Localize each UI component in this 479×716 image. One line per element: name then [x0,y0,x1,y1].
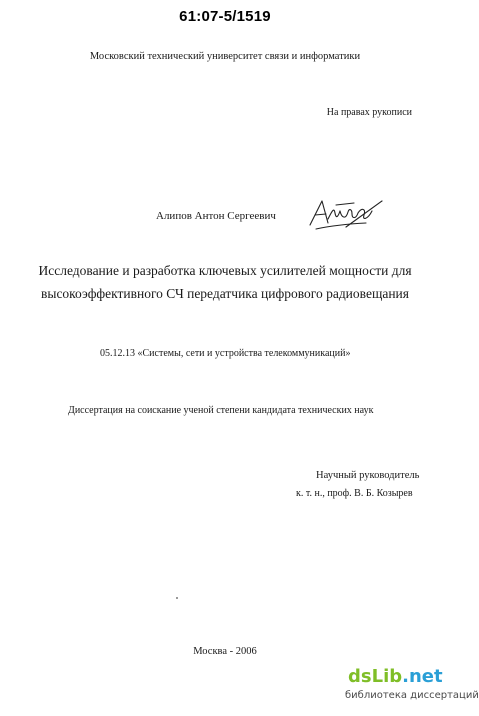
dslib-watermark-logo [348,665,444,689]
specialty-code: 05.12.13 «Системы, сети и устройства телекоммуникаций» [100,348,351,359]
archive-stamp-code: 61:07-5/1519 [179,8,271,25]
supervisor-name: к. т. н., проф. В. Б. Козырев [296,488,413,499]
thesis-title-line-1: Исследование и разработка ключевых усилителей мощности для [38,263,412,278]
university-name: Московский технический университет связи и информатики [89,51,361,62]
degree-statement: Диссертация на соискание ученой степени кандидата технических наук [68,405,374,416]
author-name: Алипов Антон Сергеевич [156,210,276,222]
thesis-title-line-2: высокоэффективного СЧ передатчика цифрового радиовещания [41,286,409,301]
watermark-subtitle: библиотека диссертаций [345,690,479,701]
manuscript-rights-note: На правах рукописи [326,107,412,118]
scan-speck [176,597,178,599]
supervisor-label: Научный руководитель [316,470,420,481]
handwritten-signature [306,193,384,235]
watermark-logo-part-1: dsLib [348,666,403,687]
watermark-logo-part-2: .net [402,666,443,687]
place-and-year: Москва - 2006 [193,646,257,657]
